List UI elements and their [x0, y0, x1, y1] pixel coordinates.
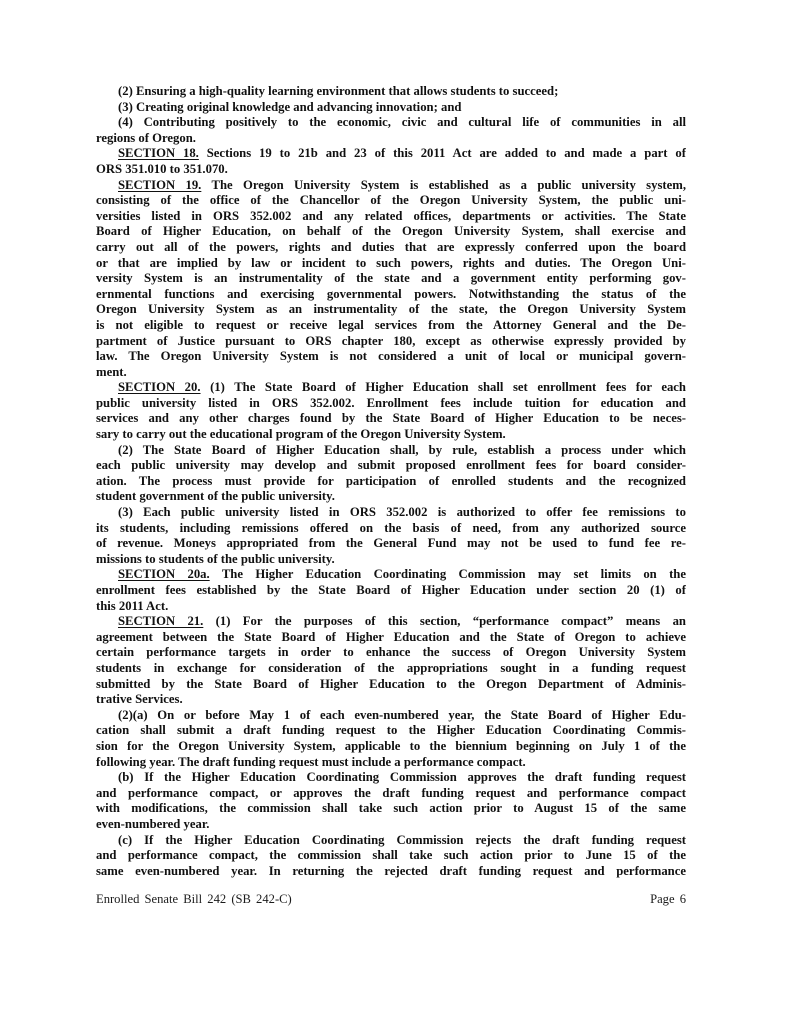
text-line: versity System is an instrumentality of the state and a government entity performing gov-: [96, 271, 686, 286]
text-line: student government of the public university.: [96, 489, 335, 504]
text-line: services and any other charges found by the State Board of Higher Education to be neces-: [96, 411, 686, 426]
text-line: (2) The State Board of Higher Education shall, by rule, establish a process under which: [118, 442, 686, 457]
text-line: Oregon University System as an instrumentality of the state, the Oregon University System: [96, 302, 686, 317]
footer-page-number: Page 6: [650, 892, 686, 906]
text-line: submitted by the State Board of Higher Education to the Oregon Department of Adminis-: [96, 676, 686, 691]
text-line: ment.: [96, 364, 127, 379]
text-line: Board of Higher Education, on behalf of the Oregon University System, shall exercise and: [96, 224, 686, 239]
text-line: law. The Oregon University System is not considered a unit of local or municipal govern-: [96, 349, 686, 364]
text-line: (c) If the Higher Education Coordinating Commission rejects the draft funding request: [118, 832, 686, 847]
text-line: or that are implied by law or incident to such powers, rights and duties. The Oregon Uni-: [96, 255, 686, 270]
text-line: (2)(a) On or before May 1 of each even-numbered year, the State Board of Higher Edu-: [118, 707, 686, 722]
text-line: SECTION 18. Sections 19 to 21b and 23 of this 2011 Act are added to and made a part of: [118, 146, 686, 161]
text-line: and performance compact, or approves the draft funding request and performance compact: [96, 785, 686, 800]
text-line: trative Services.: [96, 692, 183, 707]
document-body: [96, 84, 686, 879]
text-line: versities listed in ORS 352.002 and any related offices, departments or activities. The State: [96, 208, 686, 223]
text-line: SECTION 20a. The Higher Education Coordinating Commission may set limits on the: [118, 567, 686, 582]
text-line: carry out all of the powers, rights and duties that are expressly conferred upon the board: [96, 239, 686, 254]
text-line: following year. The draft funding request must include a performance compact.: [96, 754, 526, 769]
section-heading: SECTION 18.: [118, 146, 199, 161]
text-line: (3) Creating original knowledge and advancing innovation; and: [118, 99, 462, 114]
page-footer: [96, 892, 686, 907]
text-line: SECTION 21. (1) For the purposes of this section, “performance compact” means an: [118, 614, 686, 629]
section-heading: SECTION 20a.: [118, 567, 210, 582]
text-line: partment of Justice pursuant to ORS chapter 180, except as otherwise expressly provided by: [96, 333, 686, 348]
text-line: students in exchange for consideration of the appropriations sought in a funding request: [96, 660, 686, 675]
text-line: even-numbered year.: [96, 816, 210, 831]
section-heading: SECTION 21.: [118, 614, 204, 629]
text-line: ORS 351.010 to 351.070.: [96, 161, 228, 176]
text-line: sion for the Oregon University System, applicable to the biennium beginning on July 1 of the: [96, 738, 686, 753]
footer-bill-title: Enrolled Senate Bill 242 (SB 242-C): [96, 892, 292, 906]
text-line: ation. The process must provide for participation of enrolled students and the recognized: [96, 473, 686, 488]
text-line: this 2011 Act.: [96, 598, 169, 613]
text-line: sary to carry out the educational program of the Oregon University System.: [96, 427, 506, 442]
text-line: each public university may develop and submit proposed enrollment fees for board consider-: [96, 458, 686, 473]
text-line: of revenue. Moneys appropriated from the General Fund may not be used to fund fee re-: [96, 536, 686, 551]
text-line: cation shall submit a draft funding request to the Higher Education Coordinating Commis-: [96, 723, 686, 738]
text-line: missions to students of the public university.: [96, 551, 335, 566]
text-line: (4) Contributing positively to the economic, civic and cultural life of communities in all: [118, 115, 686, 130]
text-line: same even-numbered year. In returning the rejected draft funding request and performance: [96, 863, 686, 878]
text-line: consisting of the office of the Chancellor of the Oregon University System, the public uni-: [96, 193, 686, 208]
text-line: (2) Ensuring a high-quality learning environment that allows students to succeed;: [118, 84, 559, 98]
text-line: with modifications, the commission shall take such action prior to August 15 of the same: [96, 801, 686, 816]
text-line: is not eligible to request or receive legal services from the Attorney General and the De-: [96, 317, 686, 332]
text-line: its students, including remissions offered on the basis of need, from any authorized source: [96, 520, 686, 535]
section-heading: SECTION 19.: [118, 177, 202, 192]
text-line: (b) If the Higher Education Coordinating Commission approves the draft funding request: [118, 770, 686, 785]
text-line: enrollment fees established by the State Board of Higher Education under section 20 (1) of: [96, 583, 686, 597]
text-line: agreement between the State Board of Higher Education and the State of Oregon to achieve: [96, 629, 686, 644]
text-line: SECTION 19. The Oregon University System is established as a public university system,: [118, 177, 686, 192]
text-line: and performance compact, the commission shall take such action prior to June 15 of the: [96, 848, 686, 863]
text-line: SECTION 20. (1) The State Board of Higher Education shall set enrollment fees for each: [118, 380, 686, 395]
text-line: ernmental functions and exercising governmental powers. Notwithstanding the status of the: [96, 286, 686, 301]
text-line: regions of Oregon.: [96, 130, 196, 145]
text-line: public university listed in ORS 352.002. Enrollment fees include tuition for education and: [96, 395, 686, 410]
text-line: certain performance targets in order to enhance the success of Oregon University System: [96, 645, 686, 660]
section-heading: SECTION 20.: [118, 380, 201, 395]
text-line: (3) Each public university listed in ORS 352.002 is authorized to offer fee remissions to: [118, 505, 686, 520]
